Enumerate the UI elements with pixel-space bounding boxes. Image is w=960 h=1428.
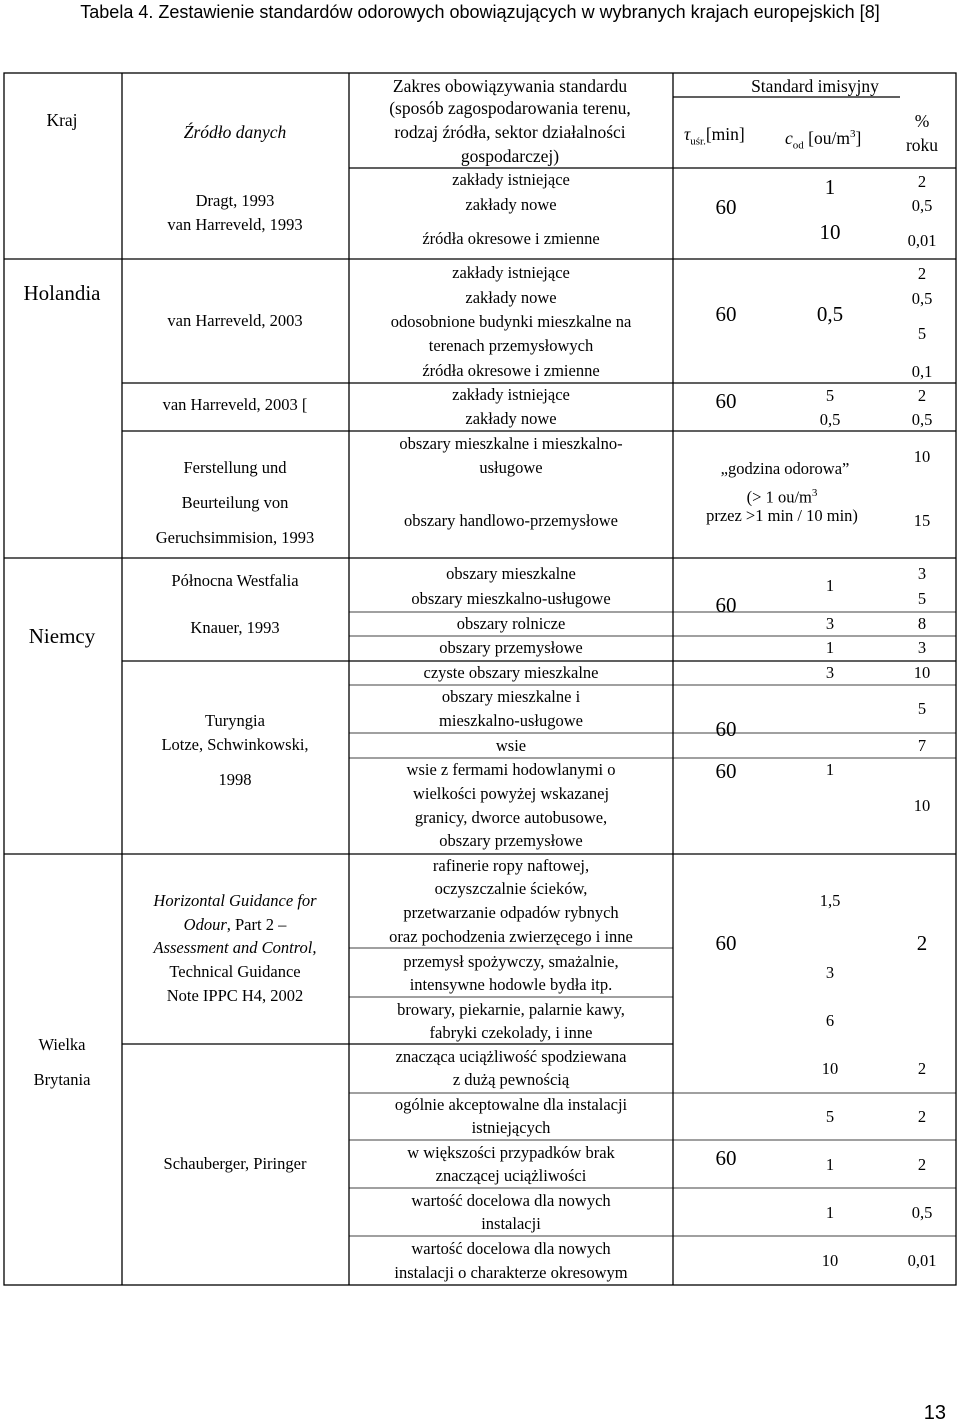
scope-r25-1: ogólnie akceptowalne dla instalacji bbox=[394, 1095, 628, 1114]
scope-r21-2: oczyszczalnie ścieków, bbox=[434, 879, 588, 898]
percent-value: 2 bbox=[917, 386, 927, 405]
percent-value: 10 bbox=[913, 796, 931, 815]
percent-value: 0,5 bbox=[911, 410, 933, 429]
cod-value: 1,5 bbox=[819, 891, 841, 910]
country-niemcy: Niemcy bbox=[28, 624, 96, 648]
scope-r17-2: mieszkalno-usługowe bbox=[439, 711, 583, 730]
scope-r20: obszary przemysłowe bbox=[439, 831, 583, 850]
percent-value: 7 bbox=[917, 736, 927, 755]
tau-value: 60 bbox=[715, 1146, 737, 1170]
header-standard: Standard imisyjny bbox=[751, 76, 879, 96]
source-tur-1: Turyngia bbox=[205, 711, 265, 730]
tau-value: 60 bbox=[715, 759, 737, 783]
scope-r24-2: z dużą pewnością bbox=[452, 1070, 570, 1089]
percent-value: 2 bbox=[917, 172, 927, 191]
source-tur-2: Lotze, Schwinkowski, bbox=[161, 735, 309, 754]
percent-value: 2 bbox=[916, 931, 928, 955]
scope-r22-1: przemysł spożywczy, smażalnie, bbox=[403, 952, 619, 971]
percent-value: 0,01 bbox=[907, 231, 937, 250]
source-vh2003b: van Harreveld, 2003 [ bbox=[162, 395, 308, 414]
godzina-odorowa-3: przez >1 min / 10 min) bbox=[706, 506, 858, 525]
scope-r28-1: wartość docelowa dla nowych bbox=[411, 1239, 611, 1258]
percent-value: 2 bbox=[917, 264, 927, 283]
cod-value: 1 bbox=[825, 760, 835, 779]
scope-r5: zakłady nowe bbox=[465, 288, 557, 307]
cod-value: 1 bbox=[824, 175, 836, 199]
scope-r1: zakłady istniejące bbox=[452, 170, 570, 189]
scope-r4: zakłady istniejące bbox=[452, 263, 570, 282]
cod-value: 5 bbox=[825, 386, 835, 405]
scope-r15: obszary przemysłowe bbox=[439, 638, 583, 657]
source-ferstellung-1: Ferstellung und bbox=[183, 458, 287, 477]
country-wielka-brytania-2: Brytania bbox=[33, 1070, 91, 1089]
source-ferstellung-2: Beurteilung von bbox=[181, 493, 289, 512]
percent-value: 5 bbox=[917, 699, 927, 718]
scope-r17-1: obszary mieszkalne i bbox=[441, 687, 581, 706]
page-number: 13 bbox=[923, 1402, 946, 1424]
scope-r26-1: w większości przypadków brak bbox=[407, 1143, 615, 1162]
scope-r2: zakłady nowe bbox=[465, 195, 557, 214]
scope-r16: czyste obszary mieszkalne bbox=[423, 663, 599, 682]
tau-value: 60 bbox=[715, 931, 737, 955]
tau-value: 60 bbox=[715, 593, 737, 617]
scope-r14: obszary rolnicze bbox=[456, 614, 566, 633]
scope-r11: obszary handlowo-przemysłowe bbox=[404, 511, 618, 530]
cod-value: 0,5 bbox=[816, 302, 844, 326]
header-tau: $\tau_{uśr.}[\min]$ bbox=[684, 124, 745, 148]
source-vh2003: van Harreveld, 2003 bbox=[167, 311, 303, 330]
scope-r22-2: intensywne hodowle bydła itp. bbox=[409, 975, 613, 994]
scope-r6-2: terenach przemysłowych bbox=[428, 336, 594, 355]
scope-r18: wsie bbox=[495, 736, 527, 755]
source-hg-3: Assessment and Control, bbox=[153, 938, 317, 957]
scope-r24-1: znacząca uciążliwość spodziewana bbox=[395, 1047, 627, 1066]
scope-r10-2: usługowe bbox=[479, 458, 543, 477]
percent-value: 0,5 bbox=[911, 196, 933, 215]
scope-r7: źródła okresowe i zmienne bbox=[422, 361, 600, 380]
country-wielka-brytania-1: Wielka bbox=[38, 1035, 86, 1054]
percent-value: 15 bbox=[913, 511, 931, 530]
percent-value: 0,5 bbox=[911, 289, 933, 308]
header-cod: $c_{od}$ $[ou/m^3]$ bbox=[785, 127, 862, 152]
header-zakres-4: gospodarczej) bbox=[460, 146, 560, 166]
source-pw-1: Północna Westfalia bbox=[171, 571, 299, 590]
percent-value: 0,5 bbox=[911, 1203, 933, 1222]
percent-value: 2 bbox=[917, 1155, 927, 1174]
cod-value: 3 bbox=[825, 663, 835, 682]
cod-value: 1 bbox=[825, 1203, 835, 1222]
source-dragt-2: van Harreveld, 1993 bbox=[167, 215, 303, 234]
tau-value: 60 bbox=[715, 195, 737, 219]
scope-r21-3: przetwarzanie odpadów rybnych bbox=[403, 903, 619, 922]
percent-value: 5 bbox=[917, 324, 927, 343]
scope-r21-1: rafinerie ropy naftowej, bbox=[432, 856, 590, 875]
scope-r27-2: instalacji bbox=[481, 1214, 541, 1233]
source-schau: Schauberger, Piringer bbox=[163, 1154, 307, 1173]
percent-value: 5 bbox=[917, 589, 927, 608]
header-zakres-2: (sposób zagospodarowania terenu, bbox=[389, 98, 631, 118]
scope-r12: obszary mieszkalne bbox=[446, 564, 576, 583]
cod-value: 3 bbox=[825, 614, 835, 633]
tau-value: 60 bbox=[715, 717, 737, 741]
cod-value: 10 bbox=[821, 1251, 839, 1270]
percent-value: 10 bbox=[913, 447, 931, 466]
scope-r10-1: obszary mieszkalne i mieszkalno- bbox=[399, 434, 623, 453]
cod-value: 6 bbox=[825, 1011, 835, 1030]
scope-r21-4: oraz pochodzenia zwierzęcego i inne bbox=[389, 927, 633, 946]
scope-r23-2: fabryki czekolady, i inne bbox=[429, 1023, 593, 1042]
godzina-odorowa-2: (> 1 $ou/m^3$ bbox=[746, 487, 818, 507]
table-caption: Tabela 4. Zestawienie standardów odorowych obowiązujących w wybranych krajach europejskich [8] bbox=[80, 2, 880, 22]
tau-value: 60 bbox=[715, 389, 737, 413]
source-hg-2: Odour, Part 2 – bbox=[183, 915, 287, 934]
cod-value: 10 bbox=[821, 1059, 839, 1078]
percent-value: 3 bbox=[917, 564, 927, 583]
source-hg-4: Technical Guidance bbox=[169, 962, 301, 981]
header-zrodlo: Źródło danych bbox=[183, 122, 287, 142]
header-zakres-1: Zakres obowiązywania standardu bbox=[392, 76, 628, 96]
cod-value: 1 bbox=[825, 638, 835, 657]
scope-r3: źródła okresowe i zmienne bbox=[422, 229, 600, 248]
cod-value: 1 bbox=[825, 1155, 835, 1174]
scope-r28-2: instalacji o charakterze okresowym bbox=[394, 1263, 628, 1282]
godzina-odorowa-1: „godzina odorowa” bbox=[720, 459, 850, 478]
percent-value: 8 bbox=[917, 614, 927, 633]
header-proc-roku: roku bbox=[905, 135, 939, 155]
tau-value: 60 bbox=[715, 302, 737, 326]
scope-r19-3: granicy, dworce autobusowe, bbox=[414, 808, 608, 827]
source-hg-1: Horizontal Guidance for bbox=[153, 891, 317, 910]
source-ferstellung-3: Geruchsimmision, 1993 bbox=[155, 528, 315, 547]
percent-value: 10 bbox=[913, 663, 931, 682]
source-pw-2: Knauer, 1993 bbox=[190, 618, 280, 637]
percent-value: 2 bbox=[917, 1059, 927, 1078]
cod-value: 0,5 bbox=[819, 410, 841, 429]
source-hg-5: Note IPPC H4, 2002 bbox=[166, 986, 304, 1005]
scope-r9: zakłady nowe bbox=[465, 409, 557, 428]
percent-value: 0,01 bbox=[907, 1251, 937, 1270]
scope-r25-2: istniejących bbox=[471, 1118, 551, 1137]
country-holandia: Holandia bbox=[23, 281, 101, 305]
percent-value: 2 bbox=[917, 1107, 927, 1126]
header-kraj: Kraj bbox=[46, 110, 78, 130]
scope-r27-1: wartość docelowa dla nowych bbox=[411, 1191, 611, 1210]
cod-value: 3 bbox=[825, 963, 835, 982]
percent-value: 0,1 bbox=[911, 362, 933, 381]
header-proc: % bbox=[914, 111, 930, 131]
scope-r8: zakłady istniejące bbox=[452, 385, 570, 404]
scope-r19-1: wsie z fermami hodowlanymi o bbox=[406, 760, 616, 779]
cod-value: 10 bbox=[819, 220, 841, 244]
source-tur-3: 1998 bbox=[218, 770, 252, 789]
scope-r23-1: browary, piekarnie, palarnie kawy, bbox=[397, 1000, 625, 1019]
scope-r13: obszary mieszkalno-usługowe bbox=[411, 589, 611, 608]
percent-value: 3 bbox=[917, 638, 927, 657]
cod-value: 1 bbox=[825, 576, 835, 595]
source-dragt-1: Dragt, 1993 bbox=[195, 191, 275, 210]
scope-r26-2: znaczącej uciążliwości bbox=[435, 1166, 587, 1185]
cod-value: 5 bbox=[825, 1107, 835, 1126]
scope-r19-2: wielkości powyżej wskazanej bbox=[412, 784, 610, 803]
header-zakres-3: rodzaj źródła, sektor działalności bbox=[394, 122, 626, 142]
scope-r6-1: odosobnione budynki mieszkalne na bbox=[390, 312, 632, 331]
